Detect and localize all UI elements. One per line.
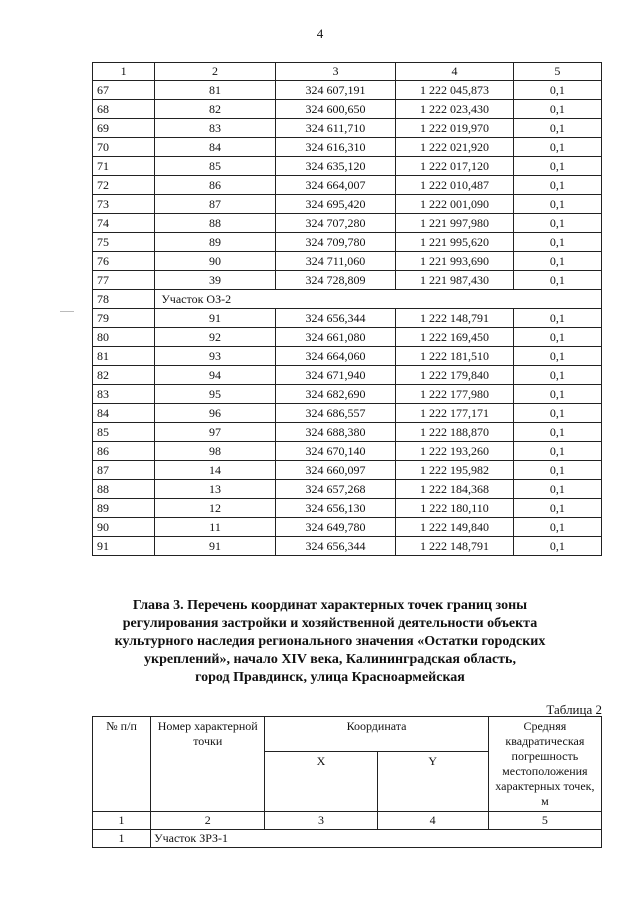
coordinate-y: 1 222 019,970 xyxy=(396,119,513,138)
row-number: 89 xyxy=(93,499,155,518)
coordinate-y: 1 221 997,980 xyxy=(396,214,513,233)
coordinate-x: 324 709,780 xyxy=(275,233,395,252)
position-error: 0,1 xyxy=(513,461,601,480)
point-number: 39 xyxy=(155,271,275,290)
section-row xyxy=(93,290,602,309)
col-number-2: 2 xyxy=(151,812,265,830)
header-y: Y xyxy=(377,752,488,812)
row-number: 77 xyxy=(93,271,155,290)
position-error: 0,1 xyxy=(513,119,601,138)
position-error: 0,1 xyxy=(513,157,601,176)
position-error: 0,1 xyxy=(513,176,601,195)
section-number: 1 xyxy=(93,830,151,848)
position-error: 0,1 xyxy=(513,537,601,556)
col-number-3: 3 xyxy=(265,812,377,830)
point-number: 98 xyxy=(155,442,275,461)
position-error: 0,1 xyxy=(513,252,601,271)
table2-number-row xyxy=(93,812,602,830)
coordinate-x: 324 661,080 xyxy=(275,328,395,347)
position-error: 0,1 xyxy=(513,480,601,499)
row-number: 69 xyxy=(93,119,155,138)
col-number-5: 5 xyxy=(488,812,601,830)
coordinate-y: 1 222 193,260 xyxy=(396,442,513,461)
coordinate-y: 1 222 181,510 xyxy=(396,347,513,366)
chapter-title-line: укреплений», начало XIV века, Калининградская область, xyxy=(144,652,516,667)
coordinate-x: 324 711,060 xyxy=(275,252,395,271)
chapter-title-line: регулирования застройки и хозяйственной деятельности объекта xyxy=(122,616,538,631)
coordinate-x: 324 611,710 xyxy=(275,119,395,138)
coordinate-x: 324 688,380 xyxy=(275,423,395,442)
coordinate-x: 324 649,780 xyxy=(275,518,395,537)
coordinate-x: 324 660,097 xyxy=(275,461,395,480)
section-number: 78 xyxy=(93,290,155,309)
coordinate-x: 324 635,120 xyxy=(275,157,395,176)
table-row xyxy=(93,537,602,556)
table-row xyxy=(93,81,602,100)
row-number: 80 xyxy=(93,328,155,347)
row-number: 68 xyxy=(93,100,155,119)
point-number: 88 xyxy=(155,214,275,233)
row-number: 86 xyxy=(93,442,155,461)
table-row xyxy=(93,100,602,119)
coordinate-y: 1 222 045,873 xyxy=(396,81,513,100)
page-number: 4 xyxy=(316,26,324,41)
table-row xyxy=(93,385,602,404)
table-row xyxy=(93,157,602,176)
coordinate-y: 1 222 177,980 xyxy=(396,385,513,404)
coordinate-x: 324 664,007 xyxy=(275,176,395,195)
coordinate-x: 324 607,191 xyxy=(275,81,395,100)
table-row xyxy=(93,119,602,138)
point-number: 82 xyxy=(155,100,275,119)
chapter-title-line: Глава 3. Перечень координат характерных точек границ зоны xyxy=(132,598,528,613)
coordinate-y: 1 222 195,982 xyxy=(396,461,513,480)
coordinate-x: 324 656,344 xyxy=(275,309,395,328)
coordinate-y: 1 222 180,110 xyxy=(396,499,513,518)
coordinate-x: 324 616,310 xyxy=(275,138,395,157)
table-row xyxy=(93,518,602,537)
table-row xyxy=(93,233,602,252)
table2-section-row xyxy=(93,830,602,848)
coordinates-table-2 xyxy=(92,716,602,848)
table-row xyxy=(93,480,602,499)
header-cell: 5 xyxy=(513,63,601,81)
coordinate-x: 324 600,650 xyxy=(275,100,395,119)
table-row xyxy=(93,252,602,271)
coordinate-y: 1 221 987,430 xyxy=(396,271,513,290)
position-error: 0,1 xyxy=(513,366,601,385)
point-number: 95 xyxy=(155,385,275,404)
coordinate-y: 1 222 001,090 xyxy=(396,195,513,214)
table-row xyxy=(93,214,602,233)
point-number: 97 xyxy=(155,423,275,442)
coordinate-y: 1 221 993,690 xyxy=(396,252,513,271)
row-number: 81 xyxy=(93,347,155,366)
position-error: 0,1 xyxy=(513,423,601,442)
coordinate-y: 1 222 023,430 xyxy=(396,100,513,119)
point-number: 13 xyxy=(155,480,275,499)
coordinate-y: 1 221 995,620 xyxy=(396,233,513,252)
position-error: 0,1 xyxy=(513,442,601,461)
table-row xyxy=(93,423,602,442)
header-number: № п/п xyxy=(93,717,151,812)
coordinate-x: 324 657,268 xyxy=(275,480,395,499)
table-row xyxy=(93,499,602,518)
table-row xyxy=(93,461,602,480)
coordinate-y: 1 222 184,368 xyxy=(396,480,513,499)
row-number: 72 xyxy=(93,176,155,195)
coordinate-y: 1 222 179,840 xyxy=(396,366,513,385)
coordinate-x: 324 728,809 xyxy=(275,271,395,290)
header-error: Средняя квадратическая погрешность местоположения характерных точек, м xyxy=(488,717,601,812)
row-number: 85 xyxy=(93,423,155,442)
coordinate-x: 324 656,130 xyxy=(275,499,395,518)
position-error: 0,1 xyxy=(513,195,601,214)
position-error: 0,1 xyxy=(513,233,601,252)
header-cell: 4 xyxy=(396,63,513,81)
table-row xyxy=(93,309,602,328)
table-row xyxy=(93,347,602,366)
row-number: 87 xyxy=(93,461,155,480)
coordinate-x: 324 670,140 xyxy=(275,442,395,461)
point-number: 84 xyxy=(155,138,275,157)
point-number: 85 xyxy=(155,157,275,176)
point-number: 12 xyxy=(155,499,275,518)
table-row xyxy=(93,138,602,157)
row-number: 84 xyxy=(93,404,155,423)
point-number: 92 xyxy=(155,328,275,347)
coordinates-table xyxy=(92,62,602,556)
row-number: 70 xyxy=(93,138,155,157)
table-row xyxy=(93,404,602,423)
chapter-title-line: город Правдинск, улица Красноармейская xyxy=(195,670,465,685)
margin-mark xyxy=(60,311,74,312)
table-caption: Таблица 2 xyxy=(546,702,602,717)
coordinate-x: 324 686,557 xyxy=(275,404,395,423)
table-row xyxy=(93,176,602,195)
col-number-1: 1 xyxy=(93,812,151,830)
row-number: 71 xyxy=(93,157,155,176)
chapter-title xyxy=(110,597,550,687)
point-number: 89 xyxy=(155,233,275,252)
row-number: 76 xyxy=(93,252,155,271)
coordinate-y: 1 222 021,920 xyxy=(396,138,513,157)
point-number: 91 xyxy=(155,537,275,556)
row-number: 74 xyxy=(93,214,155,233)
point-number: 96 xyxy=(155,404,275,423)
coordinate-y: 1 222 149,840 xyxy=(396,518,513,537)
point-number: 94 xyxy=(155,366,275,385)
row-number: 75 xyxy=(93,233,155,252)
position-error: 0,1 xyxy=(513,328,601,347)
table-row xyxy=(93,195,602,214)
position-error: 0,1 xyxy=(513,100,601,119)
point-number: 91 xyxy=(155,309,275,328)
point-number: 81 xyxy=(155,81,275,100)
table-header-row xyxy=(93,63,602,81)
header-point: Номер характерной точки xyxy=(151,717,265,812)
coordinate-y: 1 222 177,171 xyxy=(396,404,513,423)
row-number: 82 xyxy=(93,366,155,385)
col-number-4: 4 xyxy=(377,812,488,830)
row-number: 73 xyxy=(93,195,155,214)
position-error: 0,1 xyxy=(513,309,601,328)
row-number: 90 xyxy=(93,518,155,537)
coordinate-y: 1 222 188,870 xyxy=(396,423,513,442)
position-error: 0,1 xyxy=(513,518,601,537)
table-row xyxy=(93,328,602,347)
section-label: Участок ОЗ-2 xyxy=(155,290,602,309)
table-row xyxy=(93,366,602,385)
coordinate-x: 324 707,280 xyxy=(275,214,395,233)
position-error: 0,1 xyxy=(513,385,601,404)
row-number: 88 xyxy=(93,480,155,499)
position-error: 0,1 xyxy=(513,404,601,423)
section-label: Участок ЗРЗ-1 xyxy=(151,830,602,848)
row-number: 67 xyxy=(93,81,155,100)
table-row xyxy=(93,271,602,290)
point-number: 87 xyxy=(155,195,275,214)
table2-header-row xyxy=(93,717,602,752)
position-error: 0,1 xyxy=(513,347,601,366)
coordinate-x: 324 664,060 xyxy=(275,347,395,366)
point-number: 83 xyxy=(155,119,275,138)
coordinate-x: 324 671,940 xyxy=(275,366,395,385)
coordinate-x: 324 656,344 xyxy=(275,537,395,556)
header-cell: 3 xyxy=(275,63,395,81)
point-number: 14 xyxy=(155,461,275,480)
coordinate-x: 324 682,690 xyxy=(275,385,395,404)
row-number: 79 xyxy=(93,309,155,328)
coordinate-y: 1 222 010,487 xyxy=(396,176,513,195)
coordinate-y: 1 222 148,791 xyxy=(396,537,513,556)
header-cell: 2 xyxy=(155,63,275,81)
position-error: 0,1 xyxy=(513,81,601,100)
table-row xyxy=(93,442,602,461)
header-cell: 1 xyxy=(93,63,155,81)
header-x: X xyxy=(265,752,377,812)
coordinate-y: 1 222 017,120 xyxy=(396,157,513,176)
position-error: 0,1 xyxy=(513,271,601,290)
point-number: 93 xyxy=(155,347,275,366)
coordinate-x: 324 695,420 xyxy=(275,195,395,214)
point-number: 86 xyxy=(155,176,275,195)
header-coordinate: Координата xyxy=(265,717,488,752)
position-error: 0,1 xyxy=(513,214,601,233)
position-error: 0,1 xyxy=(513,138,601,157)
point-number: 11 xyxy=(155,518,275,537)
row-number: 91 xyxy=(93,537,155,556)
chapter-title-line: культурного наследия регионального значения «Остатки городских xyxy=(114,634,546,649)
point-number: 90 xyxy=(155,252,275,271)
coordinate-y: 1 222 148,791 xyxy=(396,309,513,328)
coordinate-y: 1 222 169,450 xyxy=(396,328,513,347)
position-error: 0,1 xyxy=(513,499,601,518)
row-number: 83 xyxy=(93,385,155,404)
